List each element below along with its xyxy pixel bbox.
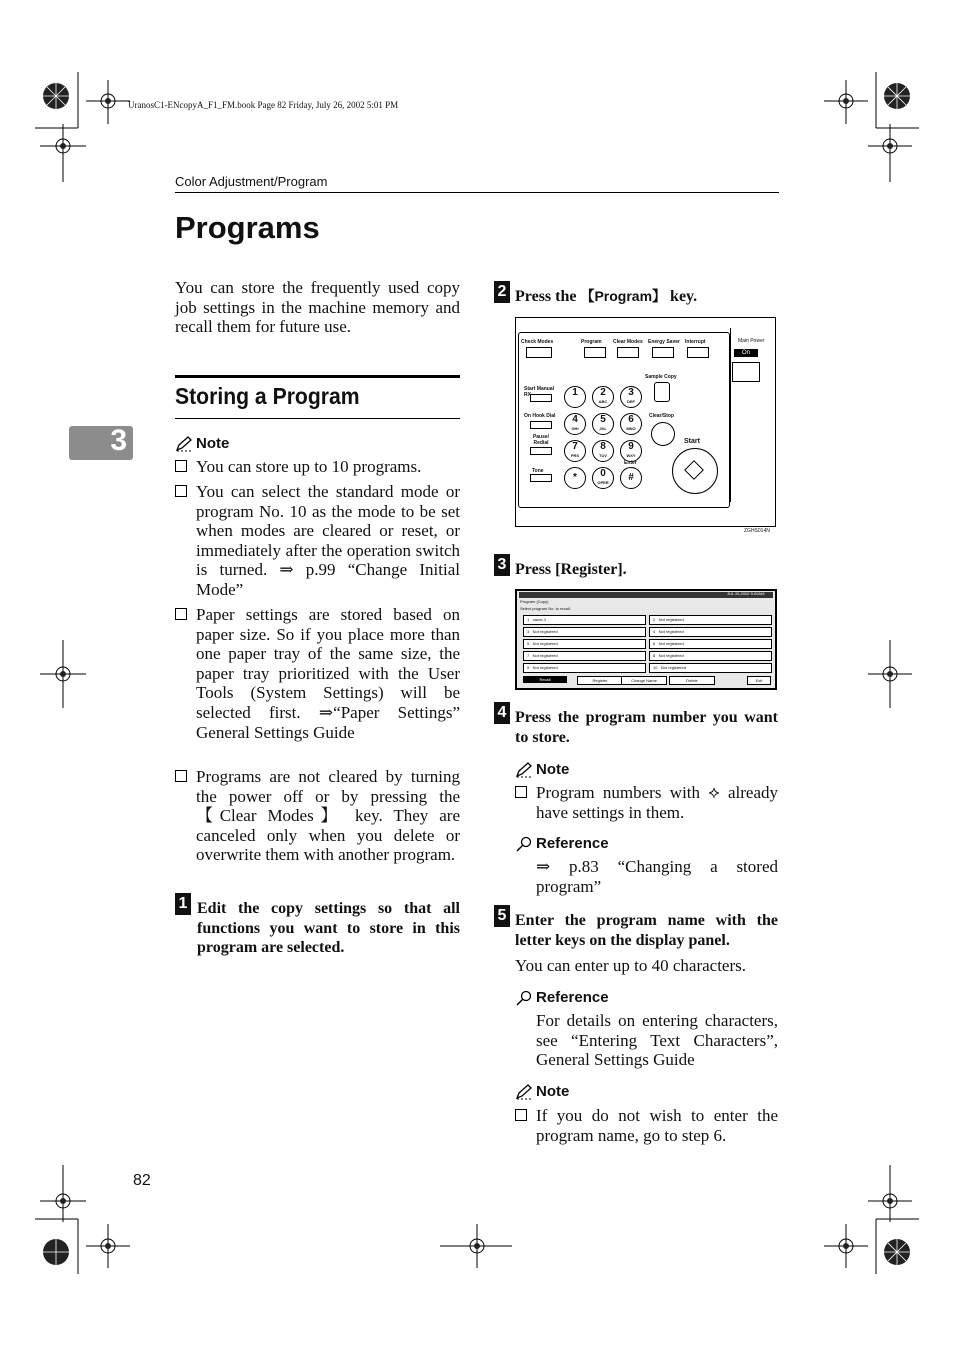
recall-button[interactable]: Recall bbox=[523, 676, 567, 683]
interrupt-label: Interrupt bbox=[685, 339, 706, 345]
screen-row bbox=[523, 615, 773, 625]
keypad-key[interactable]: 7 PRS bbox=[564, 440, 586, 462]
sample-copy-label: Sample Copy bbox=[645, 374, 677, 380]
on-indicator: On bbox=[734, 349, 758, 357]
checkbox-bullet-icon bbox=[515, 786, 527, 798]
keypad-key[interactable]: 0 OPER bbox=[592, 467, 614, 489]
reference-heading: Reference bbox=[515, 989, 609, 1006]
pencil-icon bbox=[175, 436, 193, 452]
step-number: 3 bbox=[494, 554, 510, 576]
checkbox-bullet-icon bbox=[515, 1109, 527, 1121]
checkbox-bullet-icon bbox=[175, 460, 187, 472]
note-heading: Note bbox=[515, 1083, 569, 1100]
magnifier-icon bbox=[515, 990, 533, 1006]
keypad-key[interactable]: 5 JKL bbox=[592, 413, 614, 435]
interrupt-key[interactable] bbox=[687, 347, 709, 358]
header-rule bbox=[175, 192, 779, 193]
section-bottom-rule bbox=[175, 418, 460, 419]
keypad-key[interactable]: 1 bbox=[564, 386, 586, 408]
control-panel-illustration bbox=[515, 317, 776, 534]
checkbox-bullet-icon bbox=[175, 770, 187, 782]
note-item: Program numbers with ⟡ already have settings in them. bbox=[515, 783, 778, 822]
note-item: Programs are not cleared by turning the power off or by pressing the 【Clear Modes】 key. They are canceled only when you delete or overwrite them with another program. bbox=[175, 767, 460, 865]
register-button[interactable]: Register bbox=[577, 676, 623, 685]
screen-status: JUL 26,2002 5:00AM bbox=[727, 591, 765, 596]
running-header: Color Adjustment/Program bbox=[175, 174, 328, 189]
change-name-button[interactable]: Change Name bbox=[621, 676, 667, 685]
step-text: Press [Register]. bbox=[515, 561, 627, 578]
note-heading: Note bbox=[175, 435, 229, 452]
program-slot[interactable]: 6 Not registered bbox=[649, 639, 772, 649]
clear-stop-key[interactable] bbox=[651, 422, 675, 446]
screen-row bbox=[523, 663, 773, 673]
program-slot[interactable]: 3 Not registered bbox=[523, 627, 646, 637]
program-slot[interactable]: 4 Not registered bbox=[649, 627, 772, 637]
check-modes-key[interactable] bbox=[526, 347, 552, 358]
chapter-tab: 3 bbox=[69, 426, 133, 460]
program-slot[interactable]: 8 Not registered bbox=[649, 651, 772, 661]
magnifier-icon bbox=[515, 836, 533, 852]
clear-modes-key[interactable] bbox=[617, 347, 639, 358]
indicator-window bbox=[732, 362, 760, 382]
keypad-key[interactable]: 4 GHI bbox=[564, 413, 586, 435]
note-item: You can store up to 10 programs. bbox=[175, 457, 460, 477]
step-number: 1 bbox=[175, 893, 191, 915]
program-key-label: 【Program】 bbox=[580, 288, 667, 304]
program-slot[interactable]: 1 name-1 bbox=[523, 615, 646, 625]
side-key-label: Pause/ Redial bbox=[532, 434, 550, 446]
side-key-label: Tone bbox=[532, 468, 544, 474]
delete-button[interactable]: Delete bbox=[669, 676, 715, 685]
check-modes-label: Check Modes bbox=[521, 339, 554, 345]
screen-row bbox=[523, 651, 773, 661]
figure-code: ZGHS014N bbox=[744, 528, 770, 534]
section-top-rule bbox=[175, 375, 460, 378]
note-item: You can select the standard mode or program No. 10 as the mode to be set when modes are cleared or reset, or immediately after the operation switch is turned. ⇒ p.99 “Change Initial Mode” bbox=[175, 482, 460, 600]
program-slot[interactable]: 10 Not registered bbox=[649, 663, 772, 673]
page-title: Programs bbox=[175, 210, 320, 245]
step-text: Enter the program name with the letter keys on the display panel. bbox=[515, 912, 778, 949]
step-text: Edit the copy settings so that all functions you want to store in this program are selected. bbox=[197, 900, 460, 957]
keypad-key[interactable]: 2 ABC bbox=[592, 386, 614, 408]
reference-text: For details on entering characters, see “Entering Text Characters”, General Settings Guide bbox=[536, 1011, 778, 1070]
start-label: Start bbox=[684, 438, 700, 445]
enter-label: Enter bbox=[624, 460, 637, 466]
program-slot[interactable]: 7 Not registered bbox=[523, 651, 646, 661]
keypad-key[interactable]: 9 WXY bbox=[620, 440, 642, 462]
side-key[interactable] bbox=[530, 447, 552, 455]
program-slot[interactable]: 2 Not registered bbox=[649, 615, 772, 625]
screen-subheader: Select program No. to recall. bbox=[520, 606, 571, 611]
clear-stop-label: Clear/Stop bbox=[649, 413, 675, 419]
clear-modes-label: Clear Modes bbox=[613, 339, 643, 345]
screen-row bbox=[523, 639, 773, 649]
step-number: 4 bbox=[494, 702, 510, 724]
step-text: Press the 【Program】 key. bbox=[515, 288, 698, 305]
reference-heading: Reference bbox=[515, 835, 609, 852]
energy-saver-label: Energy Saver bbox=[648, 339, 680, 345]
section-heading: Storing a Program bbox=[175, 383, 360, 409]
screen-row bbox=[523, 627, 773, 637]
energy-saver-key[interactable] bbox=[652, 347, 674, 358]
checkbox-bullet-icon bbox=[175, 485, 187, 497]
pencil-icon bbox=[515, 1084, 533, 1100]
step-text: Press the program number you want to store. bbox=[515, 709, 778, 746]
keypad-key[interactable]: * bbox=[564, 467, 586, 489]
side-key[interactable] bbox=[530, 421, 552, 429]
keypad-key[interactable]: # bbox=[620, 467, 642, 489]
keypad-key[interactable]: 3 DEF bbox=[620, 386, 642, 408]
side-key[interactable] bbox=[530, 394, 552, 402]
page-number: 82 bbox=[133, 1172, 151, 1189]
note-item: If you do not wish to enter the program name, go to step 6. bbox=[515, 1106, 778, 1145]
program-label: Program bbox=[581, 339, 602, 345]
main-power-label: Main Power bbox=[738, 338, 765, 344]
note-item: Paper settings are stored based on paper size. So if you place more than one paper tray of the same size, the paper tray prioritized with the User Tools (System Settings) will be selected first. ⇒“Paper Settings” General Settings Guide bbox=[175, 605, 460, 742]
side-key[interactable] bbox=[530, 474, 552, 482]
step-body: You can enter up to 40 characters. bbox=[515, 956, 747, 975]
checkbox-bullet-icon bbox=[175, 608, 187, 620]
sample-copy-key[interactable] bbox=[654, 382, 670, 402]
keypad-key[interactable]: 8 TUV bbox=[592, 440, 614, 462]
exit-button[interactable]: Exit bbox=[747, 676, 771, 685]
pencil-icon bbox=[515, 762, 533, 778]
screen-header: Program (Copy) bbox=[520, 599, 549, 604]
reference-text: ⇒ p.83 “Changing a stored program” bbox=[536, 857, 778, 896]
note-heading: Note bbox=[515, 761, 569, 778]
step-number: 5 bbox=[494, 905, 510, 927]
side-key-label: Start Manual RX bbox=[524, 386, 555, 398]
program-key[interactable] bbox=[584, 347, 606, 358]
program-slot[interactable]: 5 Not registered bbox=[523, 639, 646, 649]
step-number: 2 bbox=[494, 281, 510, 303]
keypad bbox=[564, 386, 654, 494]
keypad-key[interactable]: 6 MNO bbox=[620, 413, 642, 435]
file-info: UranosC1-ENcopyA_F1_FM.book Page 82 Friday, July 26, 2002 5:01 PM bbox=[128, 100, 399, 110]
side-key-label: On Hook Dial bbox=[524, 413, 556, 419]
program-screen-illustration bbox=[515, 589, 777, 690]
intro-paragraph: You can store the frequently used copy job settings in the machine memory and recall them for future use. bbox=[175, 278, 460, 337]
program-slot[interactable]: 9 Not registered bbox=[523, 663, 646, 673]
